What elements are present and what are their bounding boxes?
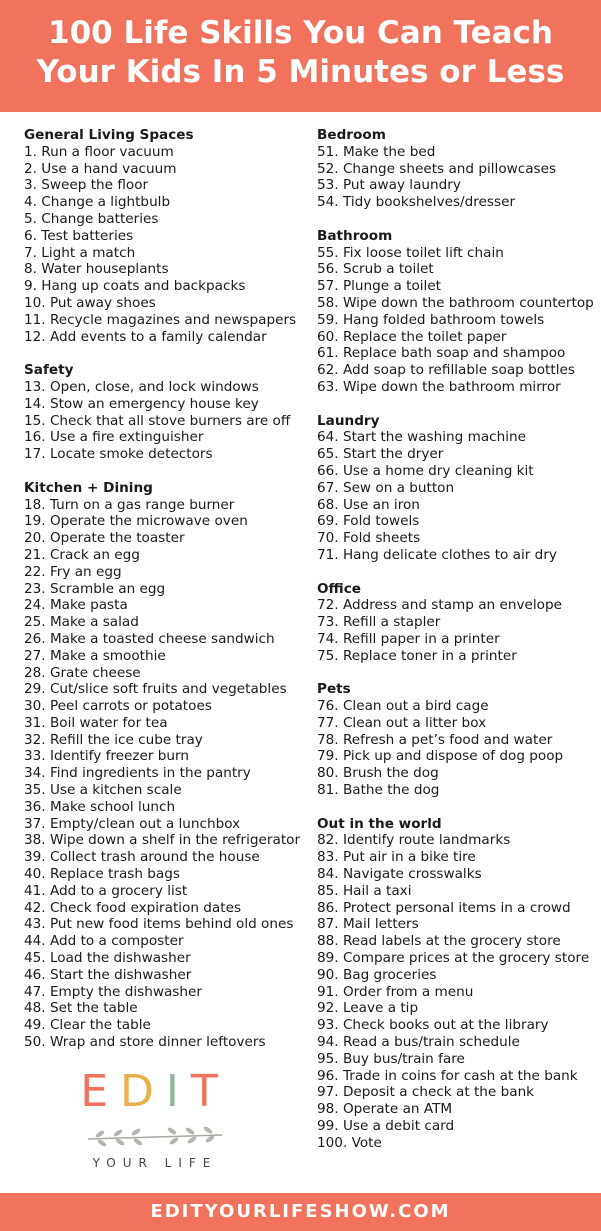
list-item: 4. Change a lightbulb: [24, 194, 171, 211]
list-item: 31. Boil water for tea: [24, 714, 168, 731]
list-item: 97. Deposit a check at the bank: [317, 1084, 535, 1101]
laurel-vine-icon: [80, 1122, 230, 1152]
section-heading: Bathroom: [317, 227, 393, 244]
list-item: 21. Crack an egg: [24, 546, 140, 563]
list-item: 68. Use an iron: [317, 496, 420, 513]
list-item: 66. Use a home dry cleaning kit: [317, 462, 534, 479]
list-item: 1. Run a floor vacuum: [24, 143, 174, 160]
list-item: 78. Refresh a pet’s food and water: [317, 731, 553, 748]
list-item: 2. Use a hand vacuum: [24, 160, 177, 177]
list-item: 29. Cut/slice soft fruits and vegetables: [24, 681, 287, 698]
list-item: 56. Scrub a toilet: [317, 261, 434, 278]
list-item: 57. Plunge a toilet: [317, 278, 442, 295]
title-line-2: Your Kids In 5 Minutes or Less: [36, 54, 565, 90]
list-item: 87. Mail letters: [317, 916, 419, 933]
list-item: 3. Sweep the floor: [24, 177, 149, 194]
page-title: [0, 14, 601, 92]
section-heading: Kitchen + Dining: [24, 479, 153, 496]
list-item: 25. Make a salad: [24, 614, 139, 631]
list-item: 63. Wipe down the bathroom mirror: [317, 378, 561, 395]
header-banner: [0, 0, 601, 112]
list-item: 54. Tidy bookshelves/dresser: [317, 194, 516, 211]
logo-subtitle: YOUR LIFE: [92, 1156, 218, 1170]
list-item: 44. Add to a composter: [24, 933, 184, 950]
list-item: 38. Wipe down a shelf in the refrigerator: [24, 832, 301, 849]
list-item: 89. Compare prices at the grocery store: [317, 950, 590, 967]
list-item: 85. Hail a taxi: [317, 882, 412, 899]
list-item: 93. Check books out at the library: [317, 1017, 549, 1034]
list-item: 22. Fry an egg: [24, 563, 122, 580]
list-item: 94. Read a bus/train schedule: [317, 1034, 520, 1051]
list-item: 71. Hang delicate clothes to air dry: [317, 546, 557, 563]
list-item: 64. Start the washing machine: [317, 429, 527, 446]
logo-letter-e: E: [80, 1066, 121, 1117]
list-item: 75. Replace toner in a printer: [317, 647, 517, 664]
list-item: 6. Test batteries: [24, 227, 134, 244]
list-item: 16. Use a fire extinguisher: [24, 429, 204, 446]
section-heading: Laundry: [317, 412, 380, 429]
list-item: 59. Hang folded bathroom towels: [317, 311, 545, 328]
list-item: 45. Load the dishwasher: [24, 950, 191, 967]
list-item: 37. Empty/clean out a lunchbox: [24, 815, 241, 832]
section-general-living-spaces: [24, 127, 299, 345]
list-item: 23. Scramble an egg: [24, 580, 166, 597]
list-item: 30. Peel carrots or potatoes: [24, 698, 212, 715]
footer-website[interactable]: EDITYOURLIFESHOW.COM: [150, 1201, 451, 1222]
logo-letter-t: T: [190, 1066, 230, 1117]
list-item: 80. Brush the dog: [317, 765, 439, 782]
list-item: 69. Fold towels: [317, 513, 420, 530]
section-out-in-the-world: [317, 816, 597, 1152]
list-item: 20. Operate the toaster: [24, 530, 185, 547]
list-item: 33. Identify freezer burn: [24, 748, 189, 765]
list-item: 14. Stow an emergency house key: [24, 395, 259, 412]
left-column: [24, 127, 299, 1068]
list-item: 79. Pick up and dispose of dog poop: [317, 748, 564, 765]
list-item: 60. Replace the toilet paper: [317, 328, 507, 345]
list-item: 74. Refill paper in a printer: [317, 630, 500, 647]
section-safety: [24, 362, 299, 463]
list-item: 91. Order from a menu: [317, 983, 474, 1000]
list-item: 42. Check food expiration dates: [24, 899, 242, 916]
section-laundry: [317, 413, 597, 564]
list-item: 88. Read labels at the grocery store: [317, 933, 561, 950]
edit-your-life-logo: [70, 1068, 240, 1178]
list-item: 13. Open, close, and lock windows: [24, 378, 259, 395]
list-item: 8. Water houseplants: [24, 261, 169, 278]
list-item: 67. Sew on a button: [317, 479, 455, 496]
section-bedroom: [317, 127, 597, 211]
list-item: 62. Add soap to refillable soap bottles: [317, 362, 575, 379]
list-item: 72. Address and stamp an envelope: [317, 597, 562, 614]
list-item: 17. Locate smoke detectors: [24, 446, 213, 463]
list-item: 27. Make a smoothie: [24, 647, 166, 664]
list-item: 51. Make the bed: [317, 143, 436, 160]
list-item: 76. Clean out a bird cage: [317, 698, 489, 715]
list-item: 73. Refill a stapler: [317, 614, 441, 631]
list-item: 15. Check that all stove burners are off: [24, 412, 291, 429]
list-item: 36. Make school lunch: [24, 798, 176, 815]
list-item: 48. Set the table: [24, 1000, 138, 1017]
list-item: 52. Change sheets and pillowcases: [317, 160, 557, 177]
right-column: [317, 127, 597, 1168]
list-item: 98. Operate an ATM: [317, 1101, 453, 1118]
logo-letter-d: D: [120, 1066, 166, 1117]
list-item: 70. Fold sheets: [317, 530, 421, 547]
list-item: 12. Add events to a family calendar: [24, 328, 267, 345]
list-item: 9. Hang up coats and backpacks: [24, 278, 246, 295]
list-item: 99. Use a debit card: [317, 1118, 455, 1135]
list-item: 39. Collect trash around the house: [24, 849, 260, 866]
list-item: 18. Turn on a gas range burner: [24, 496, 235, 513]
list-item: 43. Put new food items behind old ones: [24, 916, 294, 933]
section-heading: General Living Spaces: [24, 127, 194, 143]
section-office: [317, 581, 597, 665]
list-item: 47. Empty the dishwasher: [24, 983, 202, 1000]
list-item: 28. Grate cheese: [24, 664, 141, 681]
section-heading: Bedroom: [317, 127, 386, 143]
list-item: 40. Replace trash bags: [24, 866, 180, 883]
list-item: 24. Make pasta: [24, 597, 128, 614]
list-item: 5. Change batteries: [24, 210, 159, 227]
section-heading: Pets: [317, 681, 351, 698]
list-item: 46. Start the dishwasher: [24, 966, 192, 983]
logo-letter-i: I: [165, 1066, 191, 1117]
list-item: 61. Replace bath soap and shampoo: [317, 345, 566, 362]
list-item: 83. Put air in a bike tire: [317, 849, 476, 866]
list-item: 55. Fix loose toilet lift chain: [317, 244, 504, 261]
list-item: 92. Leave a tip: [317, 1000, 419, 1017]
list-item: 26. Make a toasted cheese sandwich: [24, 630, 275, 647]
list-item: 50. Wrap and store dinner leftovers: [24, 1034, 266, 1051]
list-item: 11. Recycle magazines and newspapers: [24, 311, 297, 328]
list-item: 34. Find ingredients in the pantry: [24, 765, 251, 782]
list-item: 19. Operate the microwave oven: [24, 513, 248, 530]
section-heading: Out in the world: [317, 815, 442, 832]
list-item: 10. Put away shoes: [24, 294, 156, 311]
section-bathroom: [317, 228, 597, 396]
list-item: 65. Start the dryer: [317, 446, 444, 463]
list-item: 90. Bag groceries: [317, 966, 437, 983]
list-item: 32. Refill the ice cube tray: [24, 731, 203, 748]
footer-banner: [0, 1193, 601, 1231]
list-item: 77. Clean out a litter box: [317, 714, 487, 731]
list-item: 86. Protect personal items in a crowd: [317, 899, 571, 916]
list-item: 95. Buy bus/train fare: [317, 1050, 465, 1067]
section-pets: [317, 681, 597, 799]
section-heading: Office: [317, 580, 361, 597]
section-kitchen-dining: [24, 480, 299, 1051]
list-item: 58. Wipe down the bathroom countertop: [317, 294, 594, 311]
list-item: 81. Bathe the dog: [317, 782, 440, 799]
list-item: 100. Vote: [317, 1134, 382, 1151]
list-item: 82. Identify route landmarks: [317, 832, 511, 849]
list-item: 7. Light a match: [24, 244, 136, 261]
section-heading: Safety: [24, 362, 74, 379]
logo-letters: [70, 1068, 240, 1116]
title-line-1: 100 Life Skills You Can Teach: [48, 15, 553, 51]
list-item: 96. Trade in coins for cash at the bank: [317, 1067, 578, 1084]
list-item: 84. Navigate crosswalks: [317, 866, 482, 883]
list-item: 53. Put away laundry: [317, 177, 461, 194]
list-item: 41. Add to a grocery list: [24, 882, 188, 899]
list-item: 35. Use a kitchen scale: [24, 782, 182, 799]
list-item: 49. Clear the table: [24, 1017, 151, 1034]
